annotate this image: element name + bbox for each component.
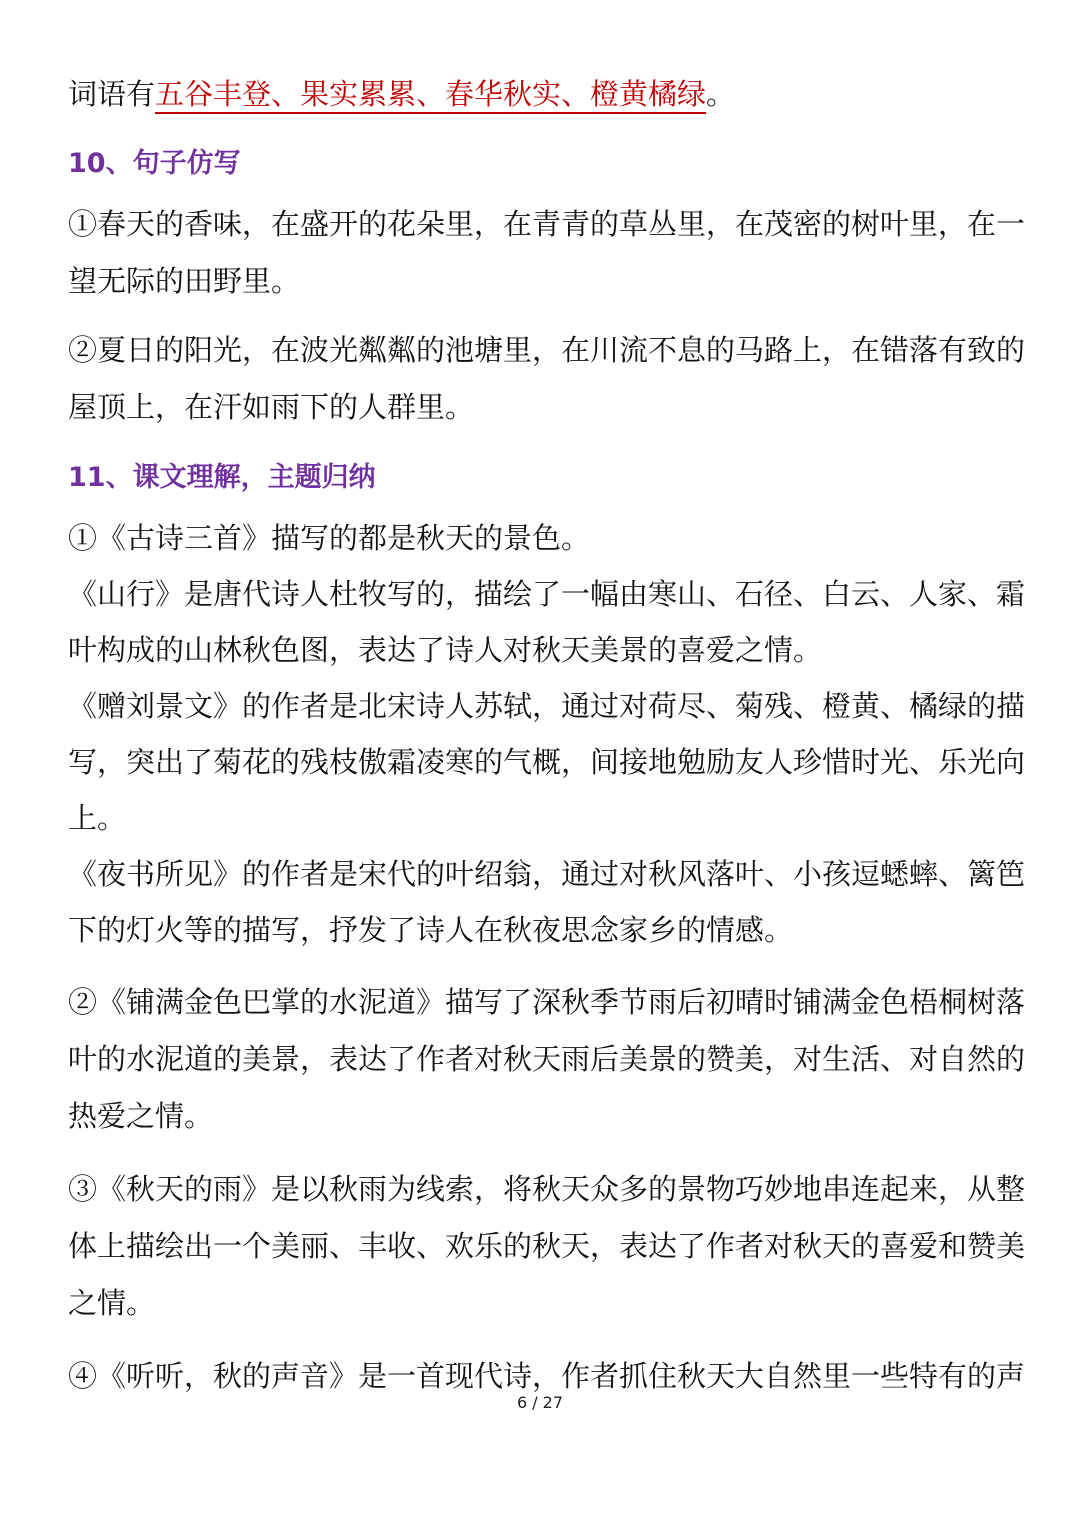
intro-prefix: 词语有 [68, 77, 156, 111]
text-line: 上。 [68, 801, 127, 835]
text-line: ①《古诗三首》描写的都是秋天的景色。 [68, 521, 591, 555]
section-10-item-1 [68, 196, 1026, 310]
intro-suffix: 。 [706, 77, 736, 111]
text-line: 《夜书所见》的作者是宋代的叶绍翁，通过对秋风落叶、小孩逗蟋蟀、篱笆 [68, 857, 1026, 891]
text-line: 《山行》是唐代诗人杜牧写的，描绘了一幅由寒山、石径、白云、人家、霜 [68, 577, 1026, 611]
text-line: ③《秋天的雨》是以秋雨为线索，将秋天众多的景物巧妙地串连起来，从整 [68, 1172, 1026, 1206]
text-line: 体上描绘出一个美丽、丰收、欢乐的秋天，表达了作者对秋天的喜爱和赞美 [68, 1229, 1026, 1263]
text-line: 下的灯火等的描写，抒发了诗人在秋夜思念家乡的情感。 [68, 913, 794, 947]
document-page [68, 0, 1026, 1405]
text-line: 叶的水泥道的美景，表达了作者对秋天雨后美景的赞美，对生活、对自然的 [68, 1042, 1026, 1076]
text-line: ②《铺满金色巴掌的水泥道》描写了深秋季节雨后初晴时铺满金色梧桐树落 [68, 985, 1026, 1019]
text-line: ①春天的香味，在盛开的花朵里，在青青的草丛里，在茂密的树叶里，在一 [68, 207, 1026, 241]
text-line: 写，突出了菊花的残枝傲霜凌寒的气概，间接地勉励友人珍惜时光、乐光向 [68, 745, 1026, 779]
page-number: 6 / 27 [516, 1393, 564, 1412]
text-line: 之情。 [68, 1286, 156, 1320]
text-line: ④《听听，秋的声音》是一首现代诗，作者抓住秋天大自然里一些特有的声 [68, 1359, 1026, 1393]
section-11-item-2 [68, 974, 1026, 1145]
section-11-item-3 [68, 1161, 1026, 1332]
text-line: 叶构成的山林秋色图，表达了诗人对秋天美景的喜爱之情。 [68, 633, 823, 667]
section-10-heading: 10、句子仿写 [68, 148, 241, 179]
highlighted-idioms: 五谷丰登、果实累累、春华秋实、橙黄橘绿 [155, 77, 706, 114]
section-10-item-2 [68, 322, 1026, 436]
section-11-heading: 11、课文理解，主题归纳 [68, 462, 376, 493]
text-line: 《赠刘景文》的作者是北宋诗人苏轼，通过对荷尽、菊残、橙黄、橘绿的描 [68, 689, 1026, 723]
text-line: 屋顶上，在汗如雨下的人群里。 [68, 390, 475, 424]
intro-line [68, 66, 1018, 122]
text-line: 望无际的田野里。 [68, 264, 301, 298]
text-line: ②夏日的阳光，在波光粼粼的池塘里，在川流不息的马路上，在错落有致的 [68, 333, 1026, 367]
section-11-item-1 [68, 510, 1026, 958]
text-line: 热爱之情。 [68, 1099, 214, 1133]
